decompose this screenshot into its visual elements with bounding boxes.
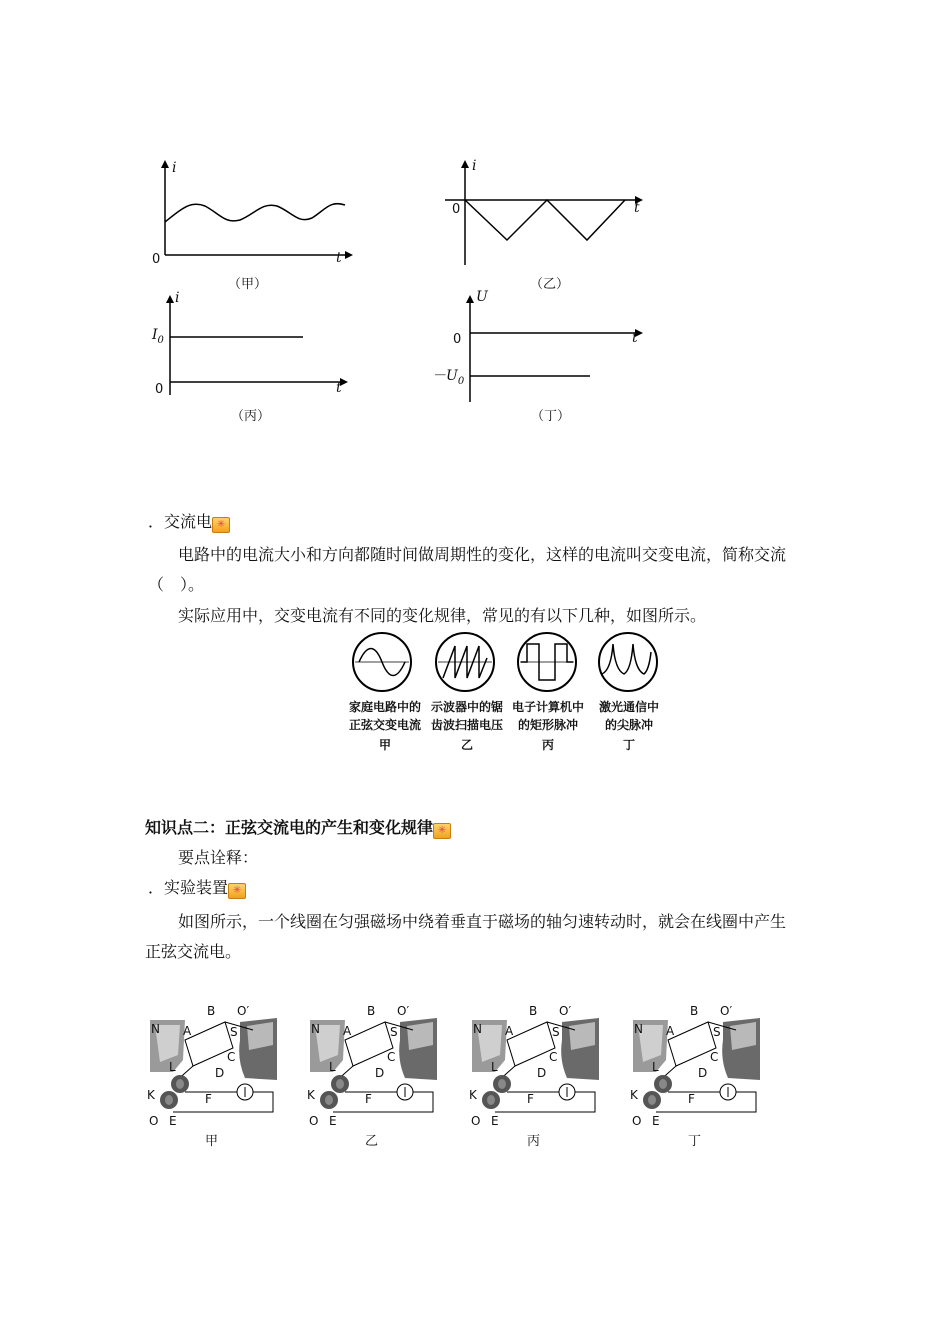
graph-bing-y-label: i: [175, 290, 180, 306]
graph-ding-x-label: t: [632, 330, 638, 346]
generator-axis-label: O′: [559, 1004, 572, 1018]
generator-pole-n: N: [473, 1022, 482, 1036]
graph-ding: [445, 290, 655, 405]
generator-letter-d: D: [698, 1066, 708, 1080]
section1-title: ．交流电 ✳: [148, 512, 230, 533]
note-icon[interactable]: ✳: [433, 823, 451, 839]
generator-letter-d: D: [375, 1066, 385, 1080]
generator-letter-l: L: [169, 1060, 176, 1074]
graph-bing-level-label: $I_0$: [152, 327, 164, 346]
graph-bing-x-label: t: [336, 380, 342, 396]
generator-panel-3: [467, 1000, 607, 1125]
graph-ding-level-label: $-U_0$: [432, 368, 465, 387]
generator-letter-d: D: [537, 1066, 547, 1080]
generator-letter-f: F: [205, 1092, 212, 1106]
graph-bing-caption: （丙）: [231, 409, 271, 424]
graph-jia-caption: （甲）: [228, 277, 268, 292]
note-icon[interactable]: ✳: [212, 517, 230, 533]
section2-item: ．实验装置 ✳: [148, 878, 246, 899]
generator-letter-c: C: [710, 1050, 719, 1064]
generator-axis-label: O′: [237, 1004, 250, 1018]
generator-letter-k: K: [147, 1088, 155, 1102]
generator-axis-label: O′: [720, 1004, 733, 1018]
graph-yi-y-label: i: [472, 158, 477, 174]
generator-letter-l: L: [491, 1060, 498, 1074]
graph-ding-y-label: U: [476, 289, 488, 305]
generator-letter-b: B: [690, 1004, 699, 1018]
waveform-figure: [345, 630, 670, 760]
generator-pole-n: N: [634, 1022, 643, 1036]
graph-yi-x-label: t: [634, 200, 640, 216]
generator-letter-k: K: [630, 1088, 638, 1102]
generator-letter-k: K: [307, 1088, 315, 1102]
generator-caption-2: 乙: [365, 1134, 379, 1149]
section2-para-line1: 如图所示，一个线圈在匀强磁场中绕着垂直于磁场的轴匀速转动时，就会在线圈中产生: [178, 912, 787, 931]
graph-ding-caption: （丁）: [531, 409, 571, 424]
generator-letter-c: C: [549, 1050, 558, 1064]
generator-letter-l: L: [652, 1060, 659, 1074]
generator-letter-a: A: [666, 1024, 675, 1038]
generator-pole-n: N: [311, 1022, 320, 1036]
graph-jia-origin: 0: [152, 252, 161, 267]
note-icon[interactable]: ✳: [228, 883, 246, 899]
generator-letter-a: A: [343, 1024, 352, 1038]
generator-pole-s: S: [230, 1025, 238, 1039]
section2-heading: 知识点二：正弦交流电的产生和变化规律 ✳: [145, 815, 451, 839]
graph-yi: [440, 160, 650, 270]
graph-jia: [140, 160, 350, 270]
generator-letter-e: E: [491, 1114, 499, 1128]
wave-caption-2: 示波器中的锯 齿波扫描电压 乙: [430, 700, 503, 752]
wave-caption-3: 电子计算机中 的矩形脉冲 丙: [511, 700, 584, 752]
generator-letter-b: B: [529, 1004, 538, 1018]
generator-letter-c: C: [387, 1050, 396, 1064]
generator-letter-e: E: [329, 1114, 337, 1128]
graph-bing-origin: 0: [155, 382, 164, 397]
generator-letter-c: C: [227, 1050, 236, 1064]
generator-letter-a: A: [183, 1024, 192, 1038]
generator-letter-o: O: [632, 1114, 642, 1128]
graph-ding-origin: 0: [453, 332, 462, 347]
generator-letter-b: B: [207, 1004, 216, 1018]
section1-para1-cont: （ ）。: [148, 575, 205, 594]
generator-panel-4: [628, 1000, 768, 1125]
generator-pole-n: N: [151, 1022, 160, 1036]
generator-pole-s: S: [390, 1025, 398, 1039]
generator-panel-1: [145, 1000, 285, 1125]
generator-panel-2: [305, 1000, 445, 1125]
generator-axis-label: O′: [397, 1004, 410, 1018]
graph-jia-x-label: t: [336, 250, 342, 266]
generator-letter-o: O: [309, 1114, 319, 1128]
generator-letter-f: F: [688, 1092, 695, 1106]
generator-pole-s: S: [713, 1025, 721, 1039]
graph-yi-caption: （乙）: [530, 277, 570, 292]
generator-letter-k: K: [469, 1088, 477, 1102]
generator-letter-e: E: [652, 1114, 660, 1128]
generator-pole-s: S: [552, 1025, 560, 1039]
generator-letter-e: E: [169, 1114, 177, 1128]
generator-letter-f: F: [365, 1092, 372, 1106]
generator-letter-b: B: [367, 1004, 376, 1018]
generator-caption-4: 丁: [688, 1134, 702, 1149]
wave-caption-1: 家庭电路中的 正弦交变电流 甲: [348, 700, 421, 752]
generator-letter-l: L: [329, 1060, 336, 1074]
wave-caption-4: 激光通信中 的尖脉冲 丁: [598, 700, 659, 752]
generator-letter-f: F: [527, 1092, 534, 1106]
section1-para1: 电路中的电流大小和方向都随时间做周期性的变化，这样的电流叫交变电流，简称交流: [178, 545, 787, 564]
generator-letter-a: A: [505, 1024, 514, 1038]
graph-bing: [145, 290, 355, 400]
generator-letter-o: O: [149, 1114, 159, 1128]
section2-para-line2: 正弦交流电。: [145, 942, 242, 961]
graph-yi-origin: 0: [452, 202, 461, 217]
section1-para2: 实际应用中，交变电流有不同的变化规律，常见的有以下几种，如图所示。: [178, 606, 707, 625]
section2-sub: 要点诠释：: [178, 848, 259, 867]
generator-caption-1: 甲: [205, 1134, 219, 1149]
generator-figure: [145, 1000, 765, 1150]
generator-letter-d: D: [215, 1066, 225, 1080]
generator-letter-o: O: [471, 1114, 481, 1128]
generator-caption-3: 丙: [527, 1134, 541, 1149]
graph-jia-y-label: i: [172, 160, 177, 176]
